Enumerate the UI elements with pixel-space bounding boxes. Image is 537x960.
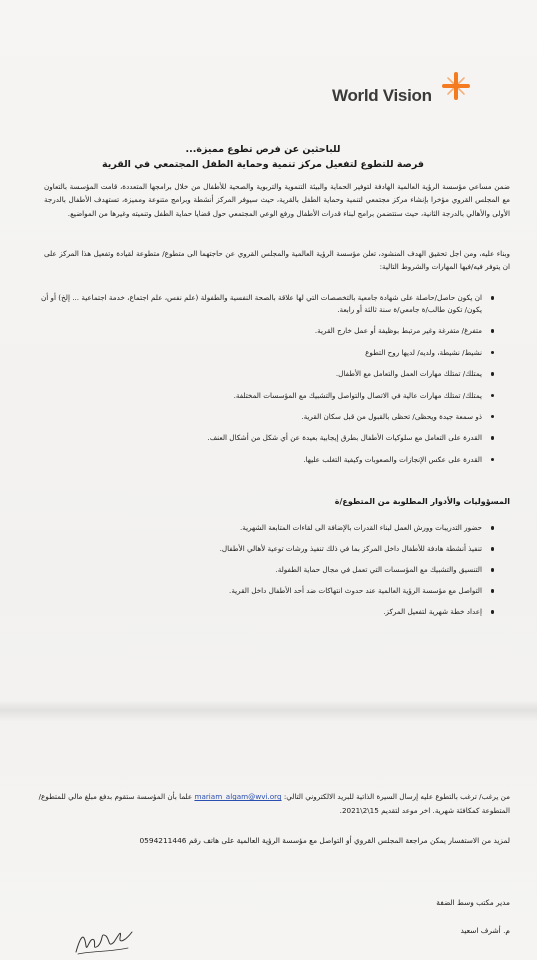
signatory-name: م. أشرف اسعيد bbox=[460, 926, 510, 935]
page-title: للباحثين عن فرص تطوع مميزة... bbox=[185, 144, 341, 155]
list-item: نشيط/ نشيطة، ولديه/ لديها روح التطوع bbox=[40, 347, 496, 359]
list-item: ذو سمعة جيدة ويحظى/ تحظى بالقبول من قبل سكان القرية. bbox=[40, 411, 496, 423]
application-instructions bbox=[30, 790, 510, 818]
logo-wordmark: World Vision bbox=[332, 86, 432, 105]
list-item: التنسيق والتشبيك مع المؤسسات التي تعمل في مجال حماية الطفولة. bbox=[40, 564, 496, 576]
paper-fold-shadow bbox=[0, 700, 537, 722]
duties-heading: المسؤوليات والأدوار المطلوبة من المتطوع/ة bbox=[334, 497, 510, 506]
page-subtitle: فرصة للتطوع لتفعيل مركز تنمية وحماية الطفل المجتمعي في القرية bbox=[102, 159, 424, 170]
intro-paragraph-1: ضمن مساعي مؤسسة الرؤية العالمية الهادفة لتوفير الحماية والبيئة التنموية والتربوية والصحية للأطفال من خلال برامجها المتعددة، قامت المؤسسة بالتعاون مع المجلس القروي مؤخرا بإنشاء مركز مجتمعي لتنمية وحماية الطفل بالقرية، حيث سيوفر المركز أنشطة وبرامج متنوعة ومميزة، تستهدف الأطفال بالدرجة الأولى والأهالي بالدرجة الثانية، حيث ستتضمن برامج لبناء قدرات الأطفال ورفع الوعي المجتمعي حول قضايا حماية الطفل وتنميته وغيرها من المواضيع. bbox=[44, 182, 510, 218]
list-item: التواصل مع مؤسسة الرؤية العالمية عند حدوث انتهاكات ضد أحد الأطفال داخل القرية. bbox=[40, 585, 496, 597]
list-item: ان يكون حاصل/حاصلة على شهادة جامعية بالتخصصات التي لها علاقة بالصحة النفسية والطفولة (علم نفس، علم اجتماع، خدمة اجتماعية ... إلخ) أو أن يكون/ تكون طالب/ة جامعي/ة سنة ثالثة أو رابعة. bbox=[40, 292, 496, 316]
apply-text-before: من يرغب/ ترغب بالتطوع عليه إرسال السيرة الذاتية للبريد الالكتروني التالي: bbox=[281, 792, 510, 801]
list-item: متفرغ/ متفرغة وغير مرتبط بوظيفة أو عمل خارج القرية. bbox=[40, 325, 496, 337]
list-item: القدرة على التعامل مع سلوكيات الأطفال بطرق إيجابية بعيدة عن أي شكل من أشكال العنف. bbox=[40, 432, 496, 444]
email-link[interactable]: mariam_algam@wvi.org bbox=[194, 792, 282, 801]
list-item: يمتلك/ تمتلك مهارات العمل والتعامل مع الأطفال. bbox=[40, 368, 496, 380]
list-item: القدرة على عكس الإنجازات والصعوبات وكيفية التغلب عليها. bbox=[40, 454, 496, 466]
list-item: إعداد خطة شهرية لتفعيل المركز. bbox=[40, 606, 496, 618]
signatory-title: مدير مكتب وسط الضفة bbox=[436, 898, 510, 907]
duties-list bbox=[40, 522, 496, 627]
apply-text-after: علما بأن المؤسسة ستقوم بدفع مبلغ مالي للمتطوع/المتطوعة كمكافئة شهرية. اخر موعد لتقديم 15\2\2021. bbox=[38, 792, 510, 815]
handwritten-signature bbox=[70, 918, 140, 958]
list-item: تنفيذ أنشطة هادفة للأطفال داخل المركز بما في ذلك تنفيذ ورشات توعية لأهالي الأطفال. bbox=[40, 543, 496, 555]
world-vision-logo bbox=[332, 72, 472, 112]
intro-paragraph-2: وبناء عليه، ومن اجل تحقيق الهدف المنشود، تعلن مؤسسة الرؤية العالمية والمجلس القروي عن حاجتهما الى متطوع/ متطوعة لقيادة وتفعيل هذا المركز على ان يتوفر فيه/فيها المهارات والشروط التالية: bbox=[44, 249, 510, 272]
requirements-list bbox=[40, 292, 496, 475]
list-item: يمتلك/ تمتلك مهارات عالية في الاتصال والتواصل والتشبيك مع المؤسسات المختلفة. bbox=[40, 390, 496, 402]
world-vision-star-icon bbox=[442, 72, 470, 100]
contact-info: لمزيد من الاستفسار يمكن مراجعة المجلس القروي أو التواصل مع مؤسسة الرؤية العالمية على هاتف رقم 0594211446 bbox=[139, 836, 510, 845]
list-item: حضور التدريبات وورش العمل لبناء القدرات بالإضافة الى لقاءات المتابعة الشهرية. bbox=[40, 522, 496, 534]
